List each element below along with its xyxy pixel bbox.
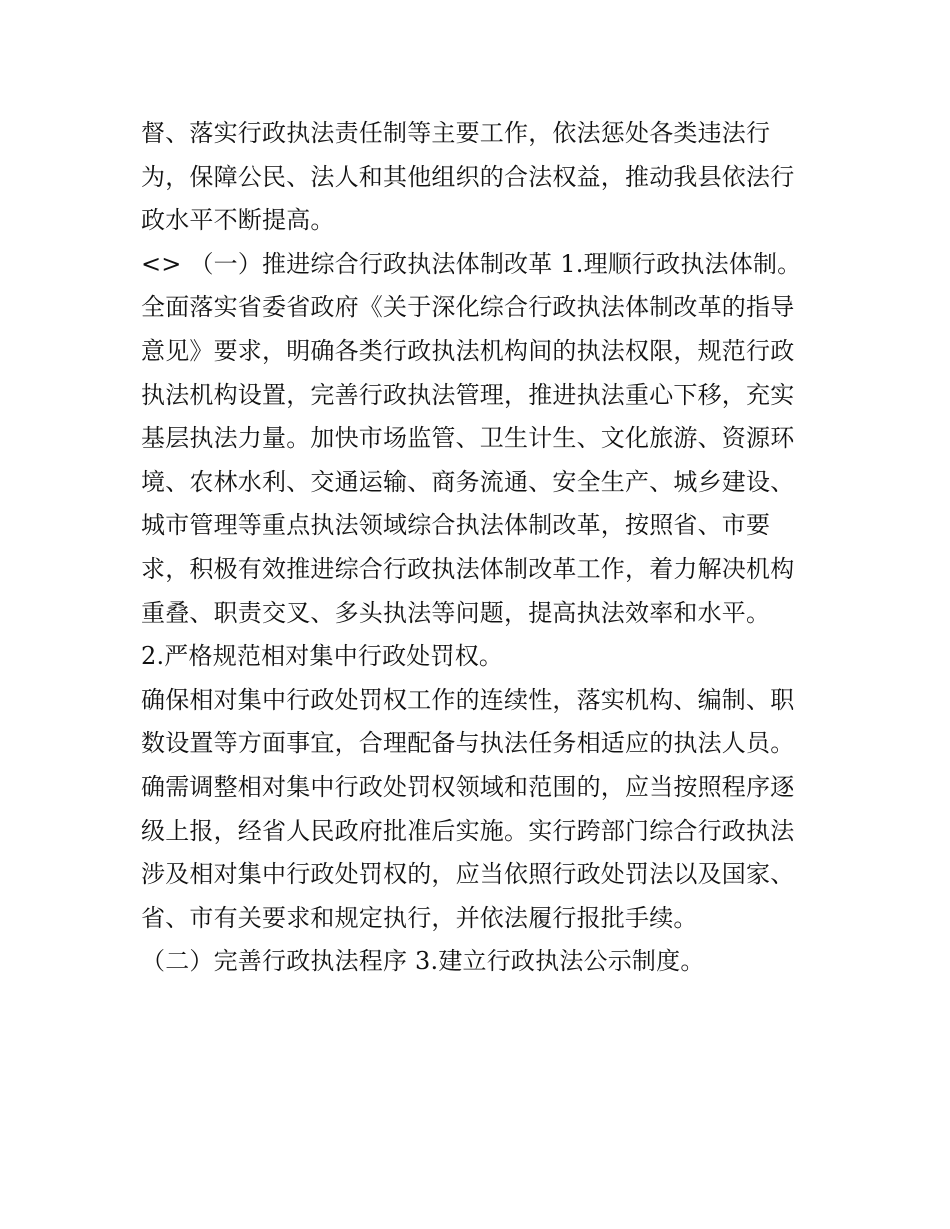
text-line: 城市管理等重点执法领域综合执法体制改革，按照省、市要 xyxy=(141,511,771,540)
text-line: 重叠、职责交叉、多头执法等问题，提高执法效率和水平。 xyxy=(141,598,771,627)
text-line: 执法机构设置，完善行政执法管理，推进执法重心下移，充实 xyxy=(141,380,795,409)
body-text xyxy=(141,112,821,984)
section-heading-line: （二）完善行政执法程序 3.建立行政执法公示制度。 xyxy=(141,947,705,976)
text-line: 数设置等方面事宜，合理配备与执法任务相适应的执法人员。 xyxy=(141,729,795,758)
text-line: 确需调整相对集中行政处罚权领域和范围的，应当按照程序逐 xyxy=(141,772,795,801)
text-line: 涉及相对集中行政处罚权的，应当依照行政处罚法以及国家、 xyxy=(141,860,795,889)
text-line: 基层执法力量。加快市场监管、卫生计生、文化旅游、资源环 xyxy=(141,424,795,453)
text-line: 督、落实行政执法责任制等主要工作，依法惩处各类违法行 xyxy=(141,119,771,147)
text-line: 级上报，经省人民政府批准后实施。实行跨部门综合行政执法 xyxy=(141,816,795,845)
text-line: 政水平不断提高。 xyxy=(141,206,335,235)
text-line: 求，积极有效推进综合行政执法体制改革工作，着力解决机构 xyxy=(141,554,795,583)
text-line: 确保相对集中行政处罚权工作的连续性，落实机构、编制、职 xyxy=(141,685,795,714)
section-heading-line: <> （一）推进综合行政执法体制改革 1.理顺行政执法体制。 xyxy=(141,249,802,278)
subheading-line: 2.严格规范相对集中行政处罚权。 xyxy=(141,642,504,671)
text-line: 意见》要求，明确各类行政执法机构间的执法权限，规范行政 xyxy=(141,336,795,365)
text-line: 省、市有关要求和规定执行，并依法履行报批手续。 xyxy=(141,903,698,932)
text-line: 境、农林水利、交通运输、商务流通、安全生产、城乡建设、 xyxy=(141,467,795,496)
text-line: 为，保障公民、法人和其他组织的合法权益，推动我县依法行 xyxy=(141,162,795,191)
text-line: 全面落实省委省政府《关于深化综合行政执法体制改革的指导 xyxy=(141,293,795,322)
